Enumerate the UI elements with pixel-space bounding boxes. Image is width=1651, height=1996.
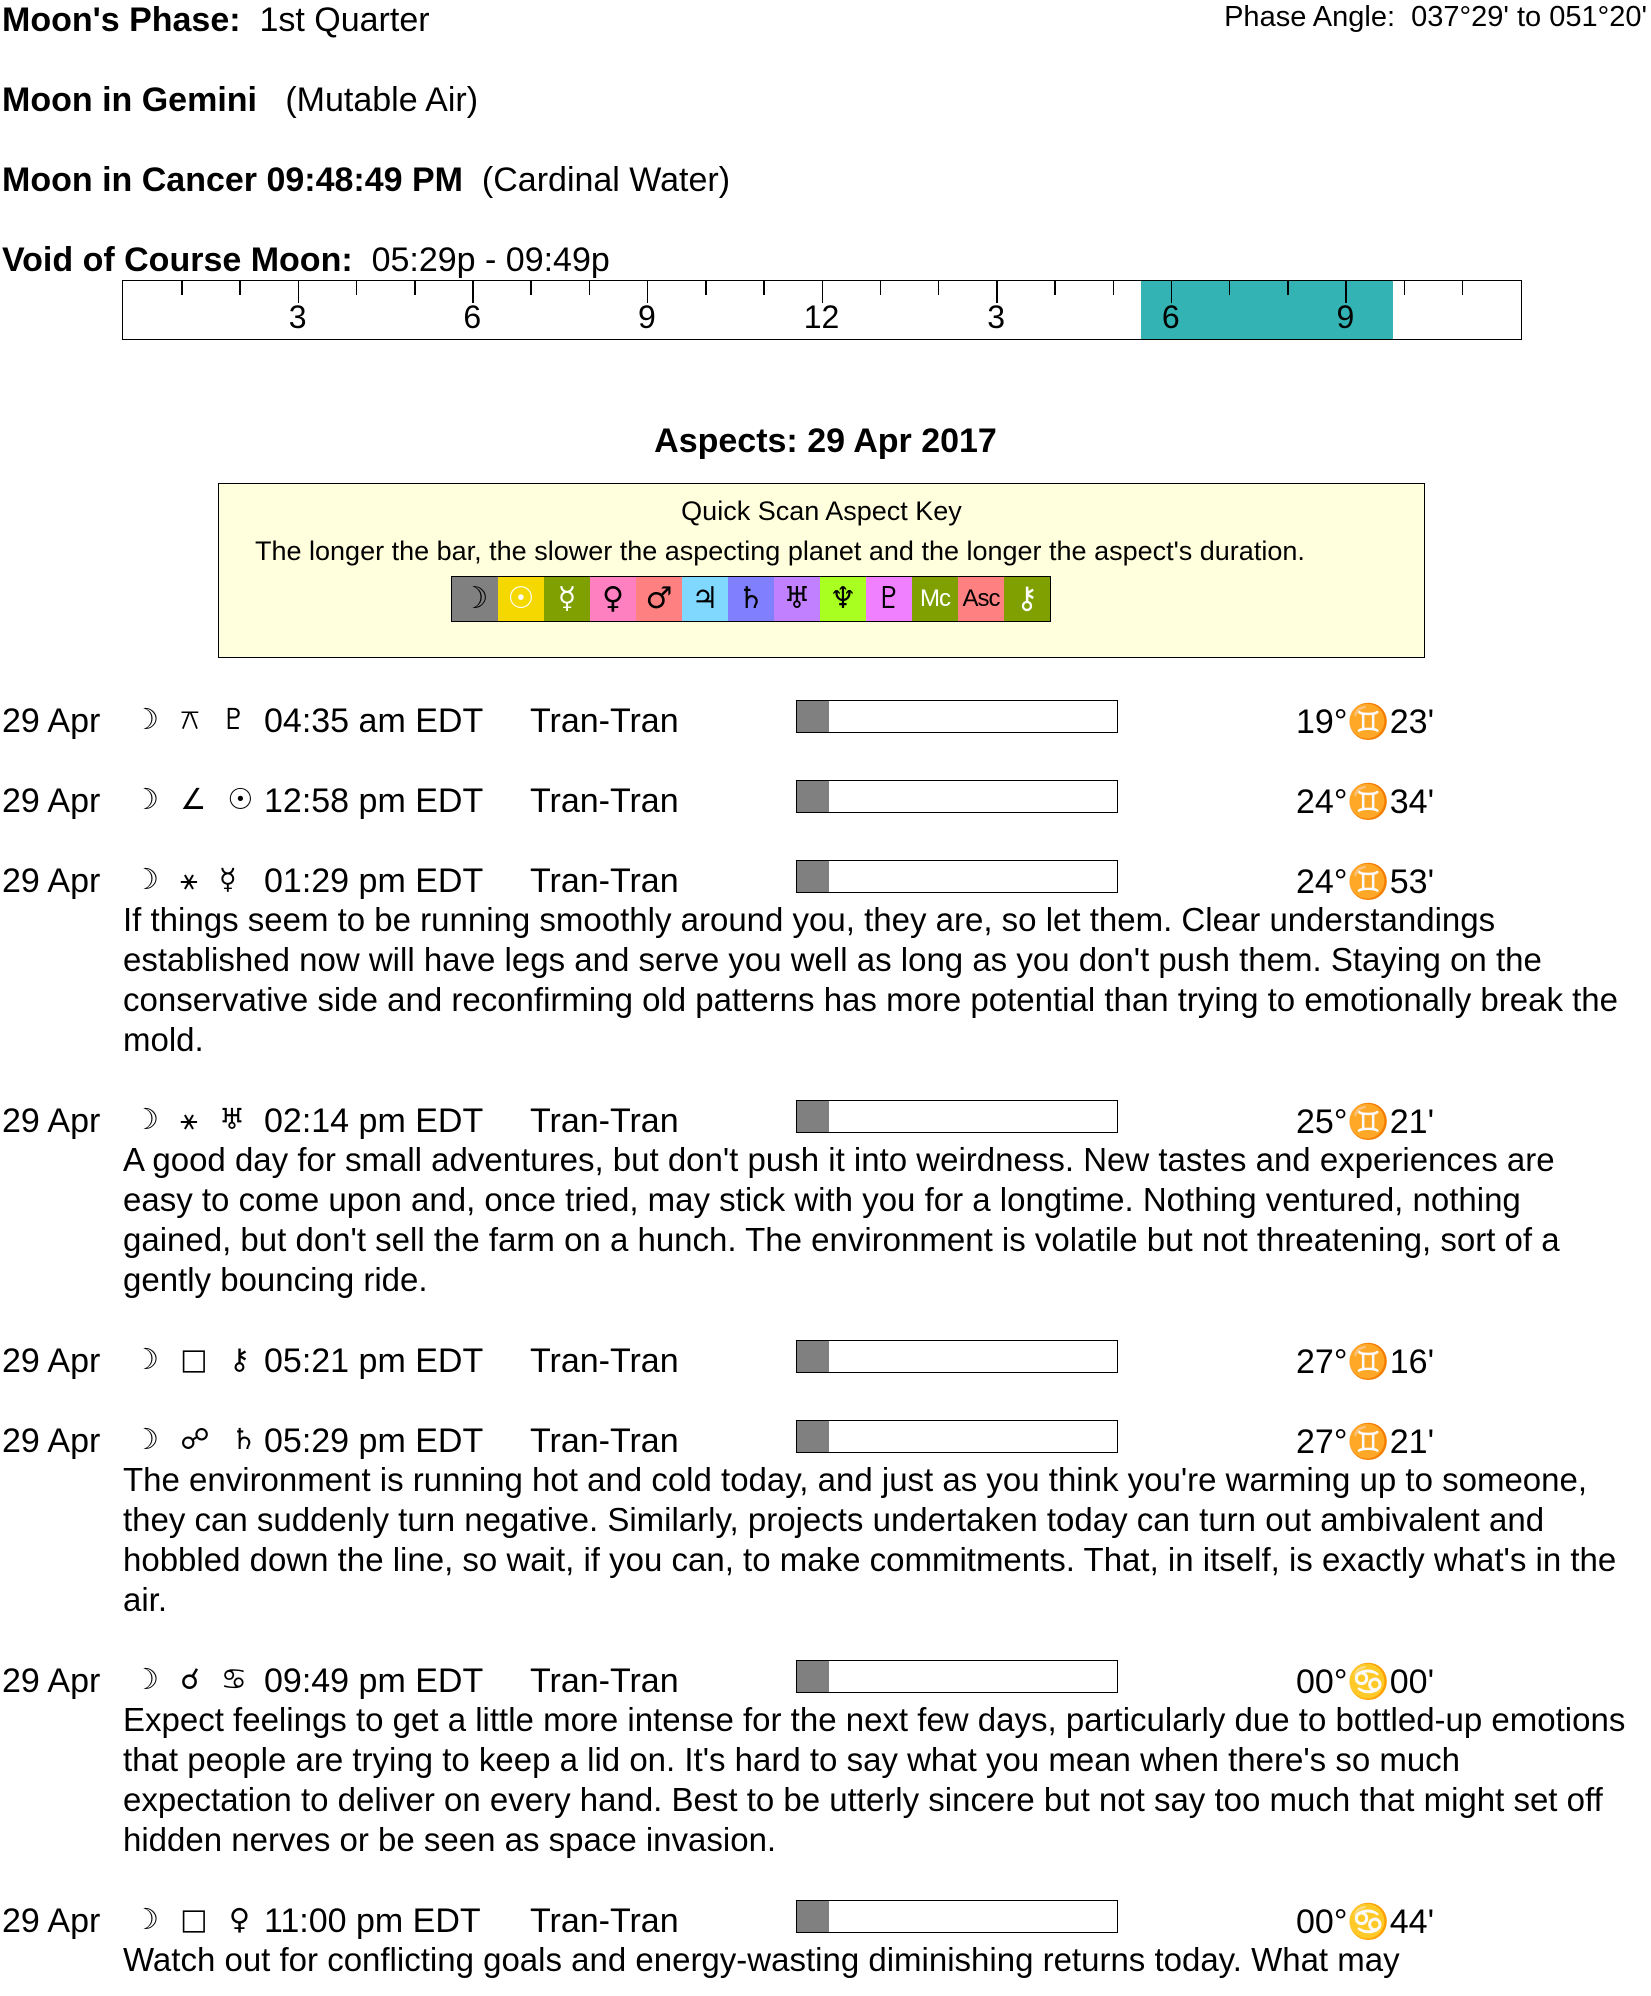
aspect-glyphs-icon: ☽ □ ⚷ [133, 1342, 257, 1376]
aspect-date: 29 Apr [2, 1902, 101, 1940]
moon-phase-label: Moon's Phase: [2, 1, 241, 39]
voc-label: Void of Course Moon: [2, 241, 353, 279]
aspect-duration-bar [796, 700, 1118, 733]
pluto-icon: ♇ [866, 577, 912, 621]
aspect-duration-bar [796, 860, 1118, 893]
aspect-duration-fill [797, 1901, 829, 1932]
aspect-position: 25°♊21' [1296, 1103, 1435, 1141]
aspect-duration-fill [797, 701, 829, 732]
aspect-glyphs-icon: ☽ ☍ ♄ [133, 1422, 263, 1456]
quick-scan-aspect-key [218, 483, 1425, 658]
aspect-position: 19°♊23' [1296, 703, 1435, 741]
timeline-tick [1404, 281, 1406, 295]
aspect-duration-bar [796, 1900, 1118, 1933]
aspect-position: 27°♊16' [1296, 1343, 1435, 1381]
aspect-duration-bar [796, 1100, 1118, 1133]
phase-angle-label: Phase Angle: [1224, 1, 1396, 33]
timeline-tick [938, 281, 940, 295]
venus-icon: ♀ [590, 577, 636, 621]
timeline-tick [880, 281, 882, 295]
aspect-date: 29 Apr [2, 1662, 101, 1700]
aspect-type: Tran-Tran [530, 862, 679, 900]
aspect-type: Tran-Tran [530, 702, 679, 740]
aspect-glyphs-icon: ☽ ⚹ ♅ [133, 1102, 251, 1136]
aspect-interpretation: A good day for small adventures, but don't push it into weirdness. New tastes and experiences are easy to come upon and, once tried, may stick with you for a longtime. Nothing ventured, nothing gained, but don't sell the farm on a hunch. The environment is volatile but not threatening, sort of a gently bouncing ride. [123, 1141, 1560, 1298]
aspect-duration-fill [797, 861, 829, 892]
timeline-hour-label: 3 [288, 299, 307, 335]
moon-ingress-label: Moon in Cancer 09:48:49 PM [2, 161, 464, 199]
aspect-date: 29 Apr [2, 782, 101, 820]
ascendant-icon: Asc [958, 577, 1004, 621]
moon-sign-line [2, 80, 478, 120]
timeline-tick [1113, 281, 1115, 295]
aspect-duration-bar [796, 1340, 1118, 1373]
aspect-time: 01:29 pm EDT [264, 862, 484, 900]
aspect-interpretation: If things seem to be running smoothly around you, they are, so let them. Clear understandings established now will have legs and serve you well as long as you don't push them. Staying on the conservative side and reconfirming old patterns has more potential than trying to emotionally break the mold. [123, 901, 1618, 1058]
phase-angle-value: 037°29' to 051°20' [1411, 1, 1647, 33]
midheaven-icon: Mc [912, 577, 958, 621]
aspect-interpretation: Expect feelings to get a little more intense for the next few days, particularly due to bottled-up emotions that people are trying to keep a lid on. It's hard to say what you mean when there's so much expectation to deliver on every hand. Best to be utterly sincere but not say too much that might set off hidden nerves or be seen as space invasion. [123, 1701, 1626, 1858]
aspect-glyphs-icon: ☽ ∠ ☉ [133, 782, 260, 816]
key-title: Quick Scan Aspect Key [681, 496, 962, 526]
timeline-tick [763, 281, 765, 295]
aspect-position: 00°♋44' [1296, 1903, 1435, 1941]
aspect-type: Tran-Tran [530, 1422, 679, 1460]
chiron-icon: ⚷ [1004, 577, 1050, 621]
moon-icon: ☽ [452, 577, 498, 621]
moon-phase-line [2, 0, 430, 40]
aspect-type: Tran-Tran [530, 782, 679, 820]
neptune-icon: ♆ [820, 577, 866, 621]
timeline-tick [356, 281, 358, 295]
aspect-duration-bar [796, 1660, 1118, 1693]
aspect-duration-bar [796, 1420, 1118, 1453]
aspect-glyphs-icon: ☽ ☌ ♋ [133, 1662, 253, 1696]
aspect-date: 29 Apr [2, 862, 101, 900]
aspect-date: 29 Apr [2, 1102, 101, 1140]
aspect-duration-fill [797, 1421, 829, 1452]
aspect-time: 11:00 pm EDT [264, 1902, 481, 1940]
aspect-time: 04:35 am EDT [264, 702, 484, 740]
aspect-date: 29 Apr [2, 702, 101, 740]
aspect-row [0, 702, 1651, 746]
aspect-glyphs-icon: ☽ ⚹ ☿ [133, 862, 243, 896]
mercury-icon: ☿ [544, 577, 590, 621]
moon-phase-value: 1st Quarter [259, 1, 430, 39]
aspect-row [0, 1342, 1651, 1386]
timeline-tick [1054, 281, 1056, 295]
aspect-type: Tran-Tran [530, 1902, 679, 1940]
aspect-duration-bar [796, 780, 1118, 813]
timeline-tick [1229, 281, 1231, 295]
timeline-tick [181, 281, 183, 295]
moon-sign-quality: (Mutable Air) [285, 81, 479, 119]
jupiter-icon: ♃ [682, 577, 728, 621]
aspect-row [0, 782, 1651, 826]
uranus-icon: ♅ [774, 577, 820, 621]
key-description: The longer the bar, the slower the aspecting planet and the longer the aspect's duration. [255, 536, 1305, 566]
timeline-hour-label: 9 [1336, 299, 1355, 335]
timeline-tick [1287, 281, 1289, 295]
aspect-duration-fill [797, 1661, 829, 1692]
timeline-tick [239, 281, 241, 295]
timeline-tick [530, 281, 532, 295]
moon-sign-label: Moon in Gemini [2, 81, 257, 119]
timeline-tick [705, 281, 707, 295]
timeline-hour-label: 6 [463, 299, 482, 335]
phase-angle [1224, 0, 1647, 34]
voc-value: 05:29p - 09:49p [371, 241, 610, 279]
void-of-course-timeline [122, 280, 1522, 340]
timeline-hour-label: 6 [1161, 299, 1180, 335]
timeline-tick [414, 281, 416, 295]
aspect-time: 05:29 pm EDT [264, 1422, 484, 1460]
aspect-position: 24°♊34' [1296, 783, 1435, 821]
aspect-duration-fill [797, 1101, 829, 1132]
timeline-hour-label: 3 [987, 299, 1006, 335]
aspect-type: Tran-Tran [530, 1662, 679, 1700]
sun-icon: ☉ [498, 577, 544, 621]
aspect-type: Tran-Tran [530, 1102, 679, 1140]
aspect-type: Tran-Tran [530, 1342, 679, 1380]
aspect-time: 02:14 pm EDT [264, 1102, 484, 1140]
timeline-hour-label: 9 [637, 299, 656, 335]
aspect-position: 27°♊21' [1296, 1423, 1435, 1461]
aspect-position: 00°♋00' [1296, 1663, 1435, 1701]
aspect-glyphs-icon: ☽ ⚻ ♇ [133, 702, 253, 736]
timeline-tick [589, 281, 591, 295]
aspect-interpretation: Watch out for conflicting goals and energy-wasting diminishing returns today. What may [123, 1941, 1400, 1978]
aspect-date: 29 Apr [2, 1342, 101, 1380]
aspect-duration-fill [797, 1341, 829, 1372]
moon-ingress-line [2, 160, 730, 200]
moon-ingress-quality: (Cardinal Water) [481, 161, 731, 199]
aspect-interpretation: The environment is running hot and cold today, and just as you think you're warming up to someone, they can suddenly turn negative. Similarly, projects undertaken today can turn out ambivalent and hobbled down the line, so wait, if you can, to make commitments. That, in itself, is exactly what's in the air. [123, 1461, 1617, 1618]
aspect-duration-fill [797, 781, 829, 812]
aspect-glyphs-icon: ☽ □ ♀ [133, 1902, 257, 1936]
aspect-date: 29 Apr [2, 1422, 101, 1460]
mars-icon: ♂ [636, 577, 682, 621]
planet-color-swatches [451, 576, 1051, 622]
aspect-time: 12:58 pm EDT [264, 782, 484, 820]
void-of-course-line [2, 240, 610, 280]
aspect-time: 05:21 pm EDT [264, 1342, 484, 1380]
timeline-hour-label: 12 [803, 299, 840, 335]
aspect-time: 09:49 pm EDT [264, 1662, 484, 1700]
saturn-icon: ♄ [728, 577, 774, 621]
timeline-tick [1462, 281, 1464, 295]
aspects-title: Aspects: 29 Apr 2017 [654, 422, 997, 460]
aspect-position: 24°♊53' [1296, 863, 1435, 901]
